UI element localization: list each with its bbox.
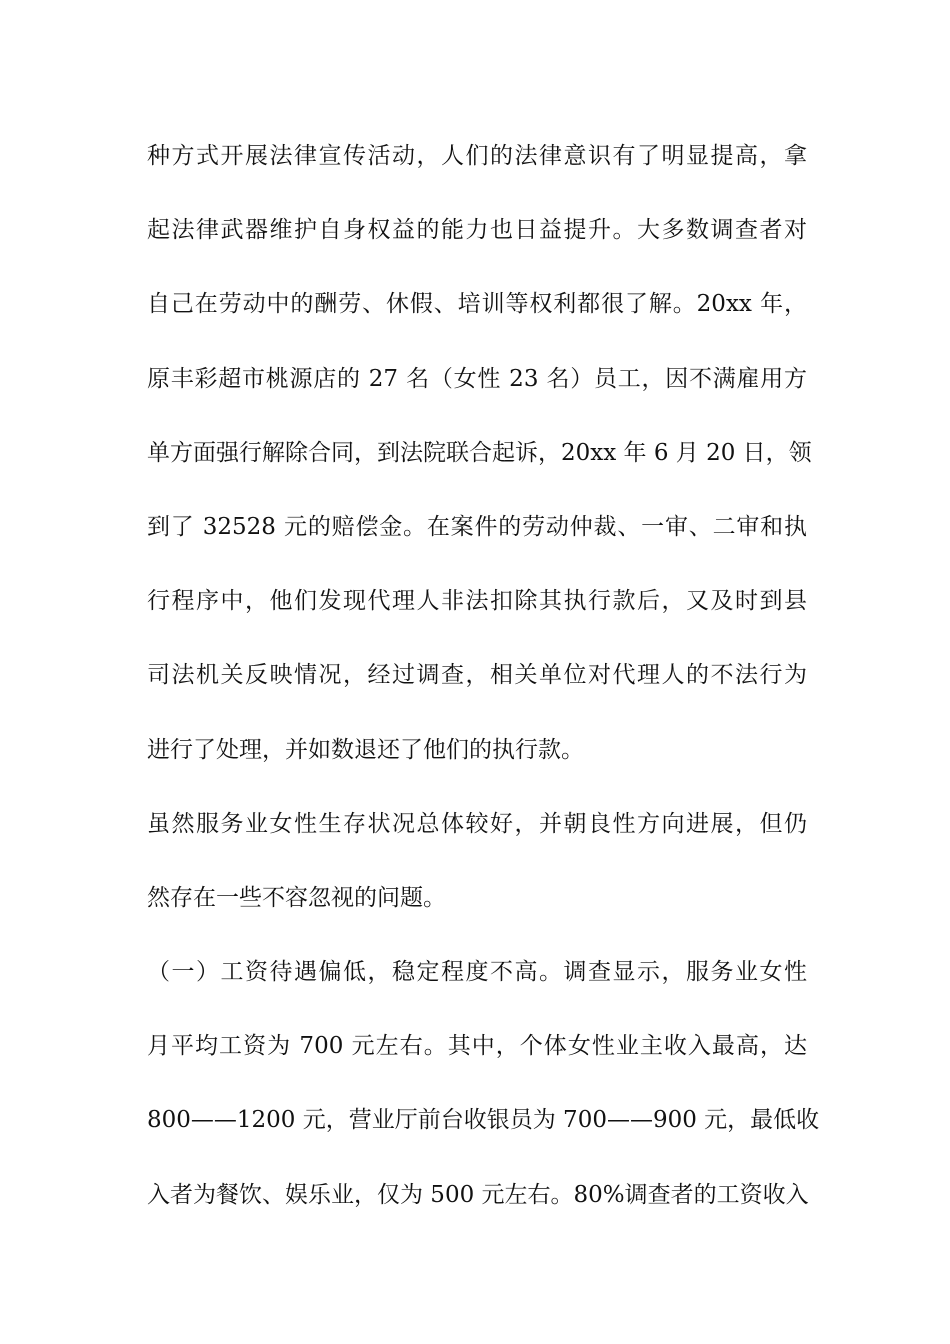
text-line: 进行了处理，并如数退还了他们的执行款。 — [147, 736, 584, 763]
text-line: 入者为餐饮、娱乐业，仅为 500 元左右。80%调查者的工资收入 — [147, 1181, 809, 1208]
text-line: 800——1200 元，营业厅前台收银员为 700——900 元，最低收 — [147, 1107, 820, 1134]
text-line: （一）工资待遇偏低，稳定程度不高。调查显示，服务业女性 — [147, 959, 807, 986]
body-text — [147, 128, 820, 1241]
text-line: 月平均工资为 700 元左右。其中，个体女性业主收入最高，达 — [147, 1033, 807, 1060]
text-line: 单方面强行解除合同，到法院联合起诉，20xx 年 6 月 20 日，领 — [147, 439, 812, 466]
text-line: 到了 32528 元的赔偿金。在案件的劳动仲裁、一审、二审和执 — [147, 513, 807, 540]
text-line: 自己在劳动中的酬劳、休假、培训等权利都很了解。20xx 年， — [147, 291, 807, 318]
text-line: 起法律武器维护自身权益的能力也日益提升。大多数调查者对 — [147, 217, 807, 244]
text-line: 司法机关反映情况，经过调查，相关单位对代理人的不法行为 — [147, 662, 807, 689]
text-line: 虽然服务业女性生存状况总体较好，并朝良性方向进展，但仍 — [147, 810, 807, 837]
text-line: 原丰彩超市桃源店的 27 名（女性 23 名）员工，因不满雇用方 — [147, 365, 807, 392]
text-line: 然存在一些不容忽视的问题。 — [147, 884, 446, 911]
text-line: 行程序中，他们发现代理人非法扣除其执行款后，又及时到县 — [147, 588, 807, 615]
text-line: 种方式开展法律宣传活动，人们的法律意识有了明显提高，拿 — [147, 143, 807, 169]
